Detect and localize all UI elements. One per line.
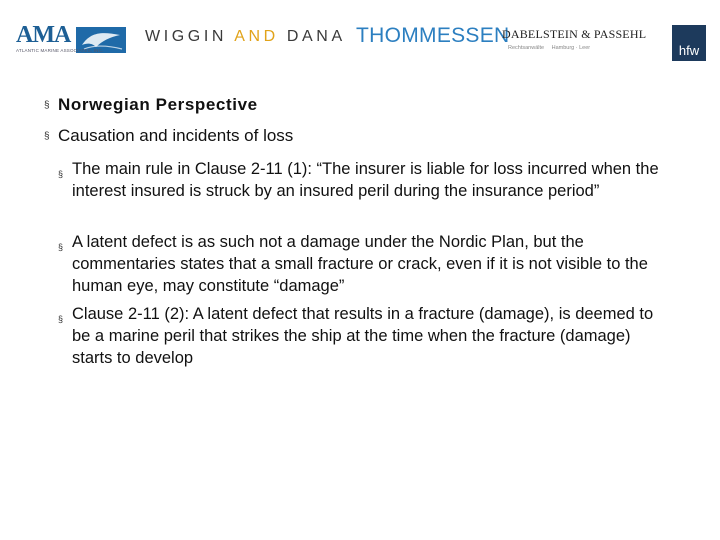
hfw-logo: hfw	[672, 25, 706, 61]
dabelstein-logo-text: DABELSTEIN & PASSEHL	[502, 27, 647, 41]
ama-logo-subtitle: ATLANTIC MARINE ASSOCIATES, INC.	[16, 48, 104, 53]
ama-logo-text: AMA	[16, 22, 71, 48]
slide-heading: Norwegian Perspective	[58, 95, 258, 114]
dabelstein-sub-right: Hamburg · Leer	[551, 45, 591, 51]
wiggin-text: WIGGIN	[145, 28, 228, 45]
heading-row	[44, 95, 258, 115]
slide-subheading: Causation and incidents of loss	[58, 126, 294, 145]
dabelstein-sub-left: Rechtsanwälte	[508, 45, 545, 51]
thommessen-logo: THOMMESSEN	[356, 24, 510, 47]
list-item-text: Clause 2-11 (2): A latent defect that results in a fracture (damage), is deemed to be a marine peril that strikes the ship at the time when the fracture (damage) starts to develop	[72, 305, 654, 367]
list-item	[58, 303, 674, 369]
wiggin-and-text: AND	[234, 28, 279, 45]
list-item-text: The main rule in Clause 2-11 (1): “The insurer is liable for loss incurred when the interest insured is struck by an insured peril during the insurance period”	[72, 160, 659, 200]
list-item-text: A latent defect is as such not a damage under the Nordic Plan, but the commentaries states that a small fracture or crack, even if it is not visible to the human eye, may constitute “damage”	[72, 233, 648, 295]
bullet-icon: §	[58, 169, 64, 179]
dana-text: DANA	[286, 28, 346, 45]
bullet-icon: §	[58, 242, 64, 252]
bullet-icon: §	[44, 100, 50, 111]
list-item	[58, 158, 674, 202]
list-item	[58, 231, 674, 297]
subheading-row	[44, 126, 293, 146]
bullet-icon: §	[44, 131, 50, 142]
bullet-icon: §	[58, 314, 64, 324]
